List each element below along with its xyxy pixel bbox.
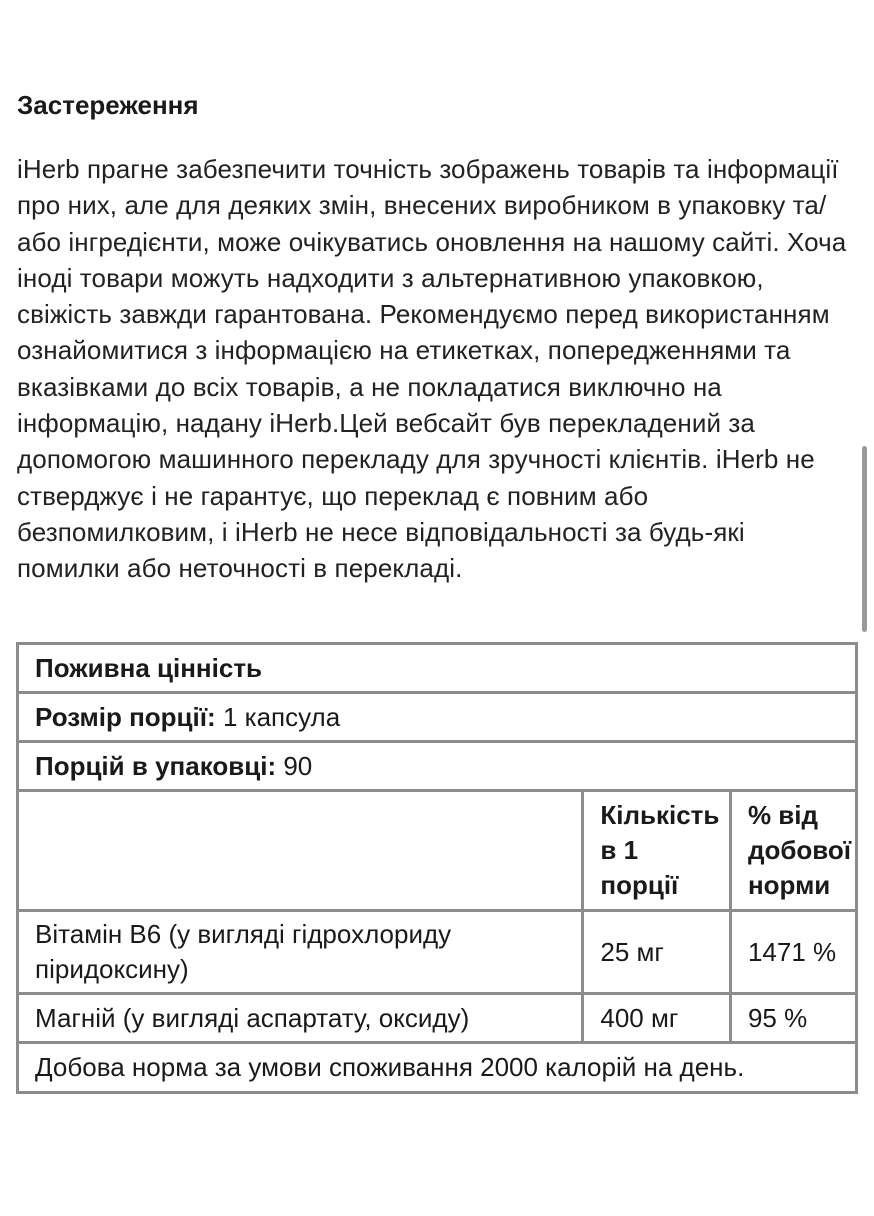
servings-per-container-row [18,742,857,791]
serving-size-row [18,693,857,742]
footnote-row [18,1043,857,1093]
column-header-row [18,791,857,911]
disclaimer-title: Застереження [17,90,199,120]
servings-per-container-value: 90 [283,750,313,781]
nutrient-daily-value: 1471 % [730,911,856,994]
header-empty-cell [18,791,583,911]
nutrient-row [18,994,857,1043]
header-daily-value: % від добової норми [730,791,856,911]
serving-size-value: 1 капсула [222,701,341,732]
header-amount: Кількість в 1 порції [583,791,731,911]
nutrient-daily-value: 95 % [730,994,856,1043]
nutrient-name: Магній (у вигляді аспартату, оксиду) [18,994,583,1043]
disclaimer-section [17,86,852,587]
serving-size-label: Розмір порції: [35,701,216,732]
servings-per-container-label: Порцій в упаковці: [35,750,277,781]
nutrient-name: Вітамін B6 (у вигляді гідрохлориду піридоксину) [18,911,583,994]
daily-value-footnote: Добова норма за умови споживання 2000 калорій на день. [18,1043,857,1093]
nutrient-amount: 25 мг [583,911,731,994]
nutrition-title-row [18,644,857,693]
nutrition-title: Поживна цінність [18,644,857,693]
page-scrollbar[interactable] [862,446,867,632]
disclaimer-text: iHerb прагне забезпечити точність зображень товарів та інформації про них, але для деяких змін, внесених виробником в упаковку та/або інгредієнти, може очікуватись оновлення на нашому сайті. Хоча іноді товари можуть надходити з альтернативною упаковкою, свіжість завжди гарантована. Рекомендуємо перед використанням ознайомитися з інформацією на етикетках, попередженнями та вказівками до всіх товарів, а не покладатися виключно на інформацію, надану iHerb.Цей вебсайт був перекладений за допомогою машинного перекладу для зручності клієнтів. iHerb не стверджує і не гарантує, що переклад є повним або безпомилковим, і iHerb не несе відповідальності за будь-які помилки або неточності в перекладі. [17,154,847,584]
nutrition-facts-table [16,642,858,1094]
nutrient-row [18,911,857,994]
nutrient-amount: 400 мг [583,994,731,1043]
